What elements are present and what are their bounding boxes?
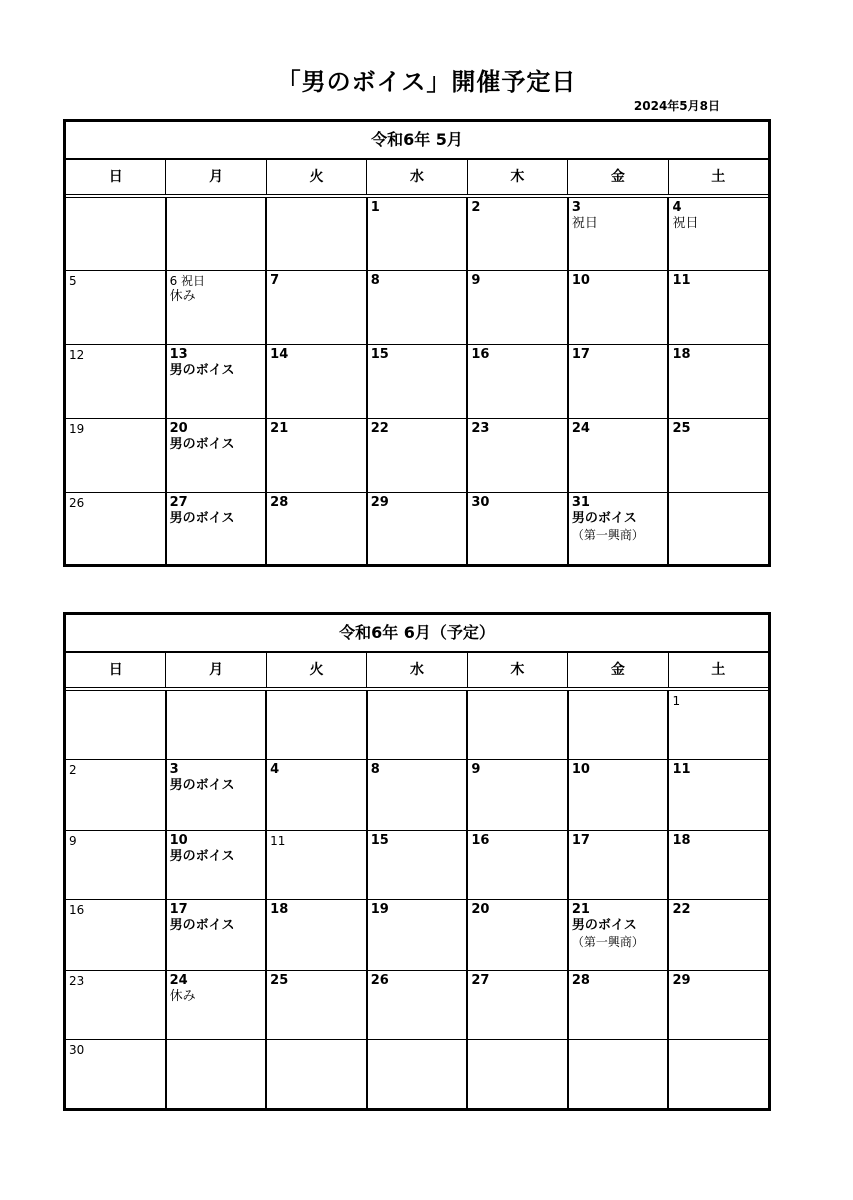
day-number: 25 (270, 973, 289, 988)
day-number: 5 (69, 274, 77, 288)
day-number: 3 (571, 200, 581, 215)
day-cell (669, 831, 768, 899)
day-cell (669, 271, 768, 344)
day-number: 9 (69, 834, 77, 848)
day-event-venue: （第一興商） (571, 935, 644, 949)
day-cell (468, 198, 569, 270)
day-cell (669, 198, 768, 270)
day-cell (368, 271, 469, 344)
day-cell (66, 493, 167, 564)
day-cell (267, 971, 368, 1039)
day-cell (569, 900, 670, 970)
day-cell (167, 493, 268, 564)
day-number: 23 (69, 974, 85, 988)
day-cell (368, 419, 469, 492)
day-cell (468, 345, 569, 418)
week-row (66, 198, 768, 271)
day-number: 30 (471, 495, 490, 510)
day-cell (267, 900, 368, 970)
week-row (66, 345, 768, 419)
may-calendar (63, 119, 771, 567)
day-number: 3 (169, 762, 179, 777)
day-number: 30 (69, 1043, 85, 1057)
day-cell (267, 419, 368, 492)
day-cell (167, 831, 268, 899)
day-cell (267, 1040, 368, 1108)
day-cell (669, 419, 768, 492)
day-number: 11 (270, 834, 286, 848)
day-cell (669, 971, 768, 1039)
day-number: 1 (370, 200, 380, 215)
day-number: 12 (69, 348, 85, 362)
day-number: 27 (471, 973, 490, 988)
day-cell (669, 760, 768, 830)
week-row (66, 971, 768, 1040)
day-cell (167, 271, 268, 344)
day-cell (468, 691, 569, 759)
day-number: 17 (571, 833, 590, 848)
day-event: 男のボイス (571, 918, 637, 933)
weekday-label: 土 (711, 169, 726, 185)
week-row (66, 760, 768, 831)
day-cell (368, 971, 469, 1039)
day-number: 18 (672, 347, 691, 362)
day-event: 休み (169, 989, 196, 1004)
day-number: 19 (370, 902, 389, 917)
week-row (66, 900, 768, 971)
june-calendar (63, 612, 771, 1111)
day-event: 祝日 (672, 216, 699, 231)
weekday-label: 火 (267, 653, 367, 687)
day-cell (368, 198, 469, 270)
week-row (66, 419, 768, 493)
day-number: 14 (270, 347, 289, 362)
weekday-label: 金 (568, 653, 668, 687)
day-cell (468, 493, 569, 564)
day-cell (66, 419, 167, 492)
day-cell (167, 345, 268, 418)
day-number: 6 祝日 (169, 274, 206, 288)
day-number: 22 (370, 421, 389, 436)
day-cell (66, 271, 167, 344)
day-cell (368, 345, 469, 418)
day-cell (468, 1040, 569, 1108)
day-cell (569, 691, 670, 759)
day-number: 8 (370, 273, 380, 288)
day-cell (66, 760, 167, 830)
day-number: 26 (69, 496, 85, 510)
day-cell (569, 198, 670, 270)
day-cell (368, 900, 469, 970)
day-cell (167, 1040, 268, 1108)
weekday-label: 日 (66, 653, 166, 687)
issue-date: 2024年5月8日 (633, 99, 720, 113)
day-number: 11 (672, 273, 691, 288)
day-cell (66, 1040, 167, 1108)
day-cell (267, 691, 368, 759)
day-event: 男のボイス (169, 437, 235, 452)
day-number: 29 (370, 495, 389, 510)
day-cell (267, 831, 368, 899)
weekday-label: 月 (166, 653, 266, 687)
day-cell (66, 198, 167, 270)
day-number: 2 (471, 200, 481, 215)
day-cell (669, 1040, 768, 1108)
day-number: 31 (571, 495, 590, 510)
day-number: 15 (370, 347, 389, 362)
day-cell (669, 345, 768, 418)
day-number: 11 (672, 762, 691, 777)
day-number: 4 (672, 200, 682, 215)
day-number: 24 (571, 421, 590, 436)
day-number: 17 (169, 902, 188, 917)
day-cell (167, 760, 268, 830)
day-number: 28 (270, 495, 289, 510)
week-row (66, 831, 768, 900)
day-cell (468, 831, 569, 899)
day-cell (669, 493, 768, 564)
day-cell (368, 493, 469, 564)
day-cell (267, 493, 368, 564)
day-cell (569, 831, 670, 899)
day-cell (569, 1040, 670, 1108)
week-row (66, 691, 768, 760)
day-number: 23 (471, 421, 490, 436)
day-event: 男のボイス (169, 849, 235, 864)
day-number: 21 (571, 902, 590, 917)
day-event: 休み (169, 289, 196, 304)
day-number: 25 (672, 421, 691, 436)
page-title: 「男のボイス」開催予定日 (276, 68, 577, 96)
day-event: 男のボイス (571, 511, 637, 526)
day-event: 男のボイス (169, 918, 235, 933)
day-cell (569, 971, 670, 1039)
day-cell (66, 691, 167, 759)
weekday-header (66, 160, 768, 198)
day-cell (167, 971, 268, 1039)
day-cell (66, 345, 167, 418)
weekday-header (66, 653, 768, 691)
day-cell (468, 419, 569, 492)
day-number: 22 (672, 902, 691, 917)
day-cell (569, 271, 670, 344)
day-cell (368, 760, 469, 830)
day-cell (569, 345, 670, 418)
day-cell (569, 760, 670, 830)
day-cell (468, 271, 569, 344)
day-number: 28 (571, 973, 590, 988)
weekday-label: 日 (66, 160, 166, 194)
day-event-venue: （第一興商） (571, 528, 644, 542)
day-number: 4 (270, 762, 280, 777)
day-number: 9 (471, 273, 481, 288)
day-number: 10 (571, 762, 590, 777)
day-cell (368, 1040, 469, 1108)
day-cell (66, 831, 167, 899)
day-cell (66, 971, 167, 1039)
day-number: 18 (672, 833, 691, 848)
day-cell (569, 419, 670, 492)
day-cell (167, 419, 268, 492)
day-number: 16 (69, 903, 85, 917)
day-cell (267, 345, 368, 418)
weekday-label: 火 (267, 160, 367, 194)
day-event: 男のボイス (169, 511, 235, 526)
day-cell (267, 271, 368, 344)
day-number: 13 (169, 347, 188, 362)
day-number: 8 (370, 762, 380, 777)
weekday-label: 木 (468, 160, 568, 194)
june-weeks (66, 691, 768, 1108)
weekday-label: 木 (468, 653, 568, 687)
day-event: 男のボイス (169, 778, 235, 793)
day-cell (167, 900, 268, 970)
day-cell (167, 691, 268, 759)
week-row (66, 493, 768, 564)
day-cell (569, 493, 670, 564)
day-number: 17 (571, 347, 590, 362)
day-number: 27 (169, 495, 188, 510)
day-number: 20 (471, 902, 490, 917)
day-cell (368, 831, 469, 899)
day-number: 24 (169, 973, 188, 988)
day-number: 2 (69, 763, 77, 777)
weekday-label: 水 (367, 160, 467, 194)
day-cell (167, 198, 268, 270)
day-event: 男のボイス (169, 363, 235, 378)
day-cell (669, 900, 768, 970)
day-cell (468, 900, 569, 970)
day-number: 7 (270, 273, 280, 288)
day-number: 1 (672, 694, 681, 708)
week-row (66, 1040, 768, 1108)
may-weeks (66, 198, 768, 564)
day-number: 16 (471, 833, 490, 848)
day-number: 21 (270, 421, 289, 436)
day-cell (368, 691, 469, 759)
weekday-label: 月 (166, 160, 266, 194)
day-number: 29 (672, 973, 691, 988)
day-number: 10 (169, 833, 188, 848)
june-calendar-title: 令和6年 6月（予定） (66, 615, 768, 653)
day-number: 26 (370, 973, 389, 988)
day-cell (669, 691, 768, 759)
day-number: 19 (69, 422, 85, 436)
day-number: 18 (270, 902, 289, 917)
week-row (66, 271, 768, 345)
weekday-label: 水 (367, 653, 467, 687)
weekday-label: 金 (568, 160, 668, 194)
day-cell (267, 760, 368, 830)
day-number: 10 (571, 273, 590, 288)
day-number: 16 (471, 347, 490, 362)
day-cell (66, 900, 167, 970)
day-number: 15 (370, 833, 389, 848)
day-number: 20 (169, 421, 188, 436)
day-cell (468, 760, 569, 830)
day-event: 祝日 (571, 216, 598, 231)
day-number: 9 (471, 762, 481, 777)
day-cell (468, 971, 569, 1039)
may-calendar-title: 令和6年 5月 (66, 122, 768, 160)
weekday-label: 土 (711, 662, 726, 678)
day-cell (267, 198, 368, 270)
